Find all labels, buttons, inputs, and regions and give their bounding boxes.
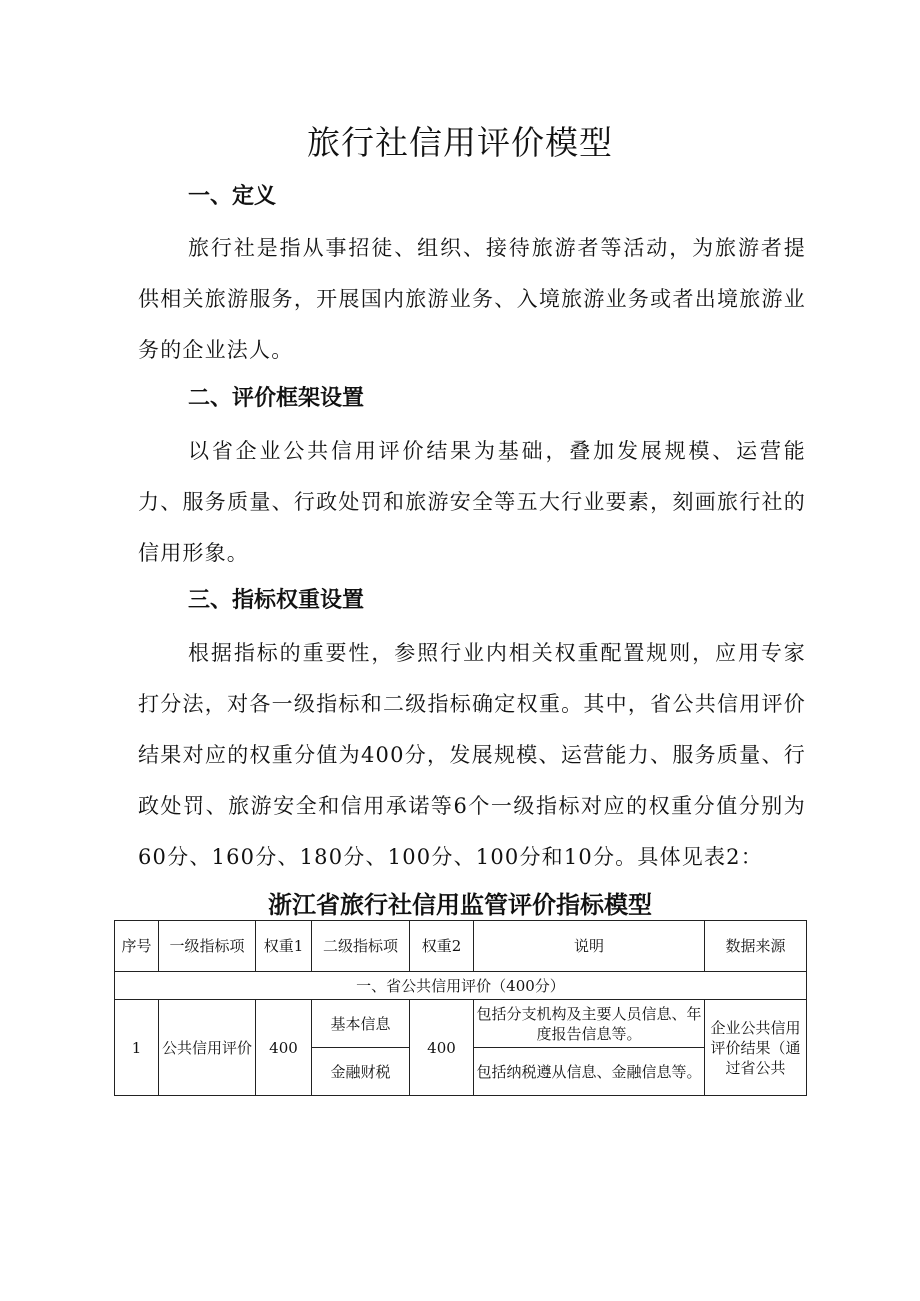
document-title: 旅行社信用评价模型 [307, 123, 613, 162]
section-heading-definition: 一、定义 [188, 184, 277, 209]
section-heading-weights: 三、指标权重设置 [188, 588, 365, 613]
section-label: 一、省公共信用评价（400分） [115, 972, 807, 1000]
table-row [115, 1000, 807, 1048]
row-description-finance: 包括纳税遵从信息、金融信息等。 [474, 1048, 705, 1096]
table-title: 浙江省旅行社信用监管评价指标模型 [268, 891, 652, 919]
header-level1: 一级指标项 [159, 921, 256, 972]
table-header-row [115, 921, 807, 972]
row-weight2: 400 [410, 1000, 474, 1096]
framework-paragraph: 以省企业公共信用评价结果为基础，叠加发展规模、运营能力、服务质量、行政处罚和旅游安全等五大行业要素，刻画旅行社的信用形象。 [138, 439, 806, 565]
row-weight1: 400 [256, 1000, 312, 1096]
header-index: 序号 [115, 921, 159, 972]
section-heading-framework: 二、评价框架设置 [188, 386, 365, 411]
header-level2: 二级指标项 [312, 921, 410, 972]
row-data-source: 企业公共信用评价结果（通过省公共 [705, 1000, 807, 1096]
row-level1: 公共信用评价 [159, 1000, 256, 1096]
header-description: 说明 [474, 921, 705, 972]
definition-paragraph: 旅行社是指从事招徒、组织、接待旅游者等活动，为旅游者提供相关旅游服务，开展国内旅游业务、入境旅游业务或者出境旅游业务的企业法人。 [138, 236, 806, 362]
row-level2-basic: 基本信息 [312, 1000, 410, 1048]
header-weight2: 权重2 [410, 921, 474, 972]
row-index: 1 [115, 1000, 159, 1096]
row-level2-finance: 金融财税 [312, 1048, 410, 1096]
indicator-table [114, 920, 807, 1096]
row-description-basic: 包括分支机构及主要人员信息、年度报告信息等。 [474, 1000, 705, 1048]
weights-paragraph: 根据指标的重要性，参照行业内相关权重配置规则，应用专家打分法，对各一级指标和二级指标确定权重。其中，省公共信用评价结果对应的权重分值为400分，发展规模、运营能力、服务质量、行政处罚、旅游安全和信用承诺等6个一级指标对应的权重分值分别为60分、160分、180分、100分、100分和10分。具体见表2： [138, 641, 806, 869]
header-data-source: 数据来源 [705, 921, 807, 972]
header-weight1: 权重1 [256, 921, 312, 972]
table-section-row [115, 972, 807, 1000]
